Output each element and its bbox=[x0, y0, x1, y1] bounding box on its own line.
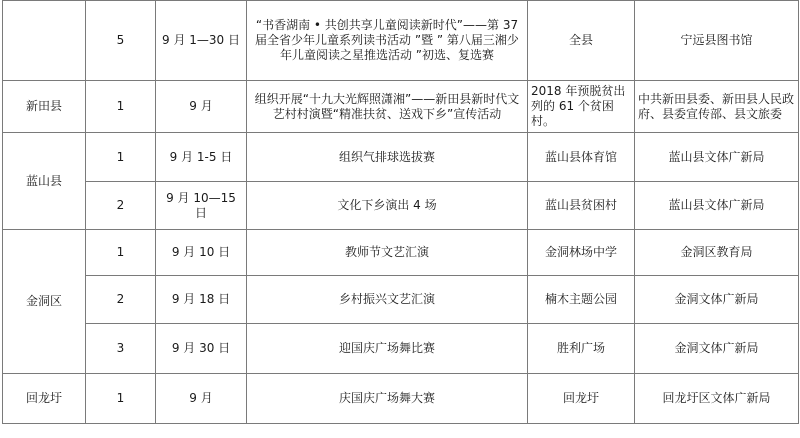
table-row bbox=[3, 1, 799, 81]
date-cell: 9 月 bbox=[156, 374, 247, 424]
number-cell: 5 bbox=[86, 1, 156, 81]
number-cell: 1 bbox=[86, 81, 156, 133]
place-cell: 胜利广场 bbox=[528, 324, 635, 374]
activity-cell: 庆国庆广场舞大赛 bbox=[247, 374, 528, 424]
date-cell: 9 月 1—30 日 bbox=[156, 1, 247, 81]
place-cell: 全县 bbox=[528, 1, 635, 81]
place-cell: 回龙圩 bbox=[528, 374, 635, 424]
table-row bbox=[3, 324, 799, 374]
table-row bbox=[3, 81, 799, 133]
date-cell: 9 月 bbox=[156, 81, 247, 133]
date-cell: 9 月 1-5 日 bbox=[156, 133, 247, 182]
table-row bbox=[3, 182, 799, 230]
place-cell: 蓝山县贫困村 bbox=[528, 182, 635, 230]
activity-cell: 组织开展“十九大光辉照潇湘”——新田县新时代文艺村村演暨“精准扶贫、送戏下乡”宣传活动 bbox=[247, 81, 528, 133]
activity-cell: 迎国庆广场舞比赛 bbox=[247, 324, 528, 374]
activity-cell: 教师节文艺汇演 bbox=[247, 230, 528, 276]
date-cell: 9 月 30 日 bbox=[156, 324, 247, 374]
number-cell: 2 bbox=[86, 276, 156, 324]
organizer-cell: 蓝山县文体广新局 bbox=[635, 133, 799, 182]
date-cell: 9 月 18 日 bbox=[156, 276, 247, 324]
number-cell: 2 bbox=[86, 182, 156, 230]
organizer-cell: 宁远县图书馆 bbox=[635, 1, 799, 81]
county-cell bbox=[3, 1, 86, 81]
date-cell: 9 月 10—15 日 bbox=[156, 182, 247, 230]
county-cell: 金洞区 bbox=[3, 230, 86, 374]
place-cell: 蓝山县体育馆 bbox=[528, 133, 635, 182]
activity-cell: 文化下乡演出 4 场 bbox=[247, 182, 528, 230]
table-row bbox=[3, 276, 799, 324]
county-cell: 蓝山县 bbox=[3, 133, 86, 230]
date-cell: 9 月 10 日 bbox=[156, 230, 247, 276]
organizer-cell: 金洞文体广新局 bbox=[635, 276, 799, 324]
organizer-cell: 金洞文体广新局 bbox=[635, 324, 799, 374]
activity-cell: 乡村振兴文艺汇演 bbox=[247, 276, 528, 324]
table-row bbox=[3, 374, 799, 424]
organizer-cell: 中共新田县委、新田县人民政府、县委宣传部、县文旅委 bbox=[635, 81, 799, 133]
activity-table bbox=[2, 0, 799, 424]
place-cell: 2018 年预脱贫出列的 61 个贫困村。 bbox=[528, 81, 635, 133]
organizer-cell: 回龙圩区文体广新局 bbox=[635, 374, 799, 424]
county-cell: 新田县 bbox=[3, 81, 86, 133]
organizer-cell: 蓝山县文体广新局 bbox=[635, 182, 799, 230]
table-row bbox=[3, 133, 799, 182]
number-cell: 1 bbox=[86, 133, 156, 182]
number-cell: 1 bbox=[86, 230, 156, 276]
organizer-cell: 金洞区教育局 bbox=[635, 230, 799, 276]
table-row bbox=[3, 230, 799, 276]
place-cell: 楠木主题公园 bbox=[528, 276, 635, 324]
place-cell: 金洞林场中学 bbox=[528, 230, 635, 276]
activity-cell: “书香湖南 • 共创共享儿童阅读新时代”——第 37 届全省少年儿童系列读书活动 ”暨 ” 第八届三湘少年儿童阅读之星推选活动 ”初选、复选赛 bbox=[247, 1, 528, 81]
number-cell: 1 bbox=[86, 374, 156, 424]
number-cell: 3 bbox=[86, 324, 156, 374]
activity-cell: 组织气排球选拔赛 bbox=[247, 133, 528, 182]
county-cell: 回龙圩 bbox=[3, 374, 86, 424]
